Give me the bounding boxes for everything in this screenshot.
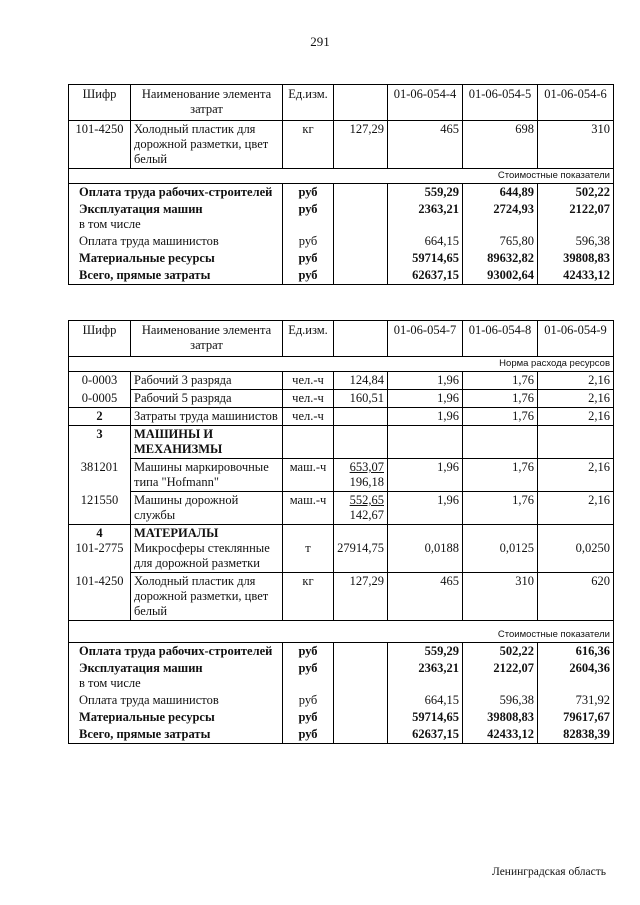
price-underlined: 653,07	[349, 460, 384, 474]
cost-empty	[334, 660, 388, 692]
header-price	[334, 321, 388, 357]
cost-value-2: 39808,83	[463, 709, 538, 726]
table-row	[69, 459, 614, 492]
row-value-3: 620	[538, 573, 614, 621]
cost-value-1: 664,15	[388, 233, 463, 250]
group-row	[69, 525, 614, 573]
row-unit: маш.-ч	[283, 492, 334, 525]
row-price: 127,29	[334, 121, 388, 169]
page-number: 291	[310, 34, 330, 49]
row-unit: чел.-ч	[283, 408, 334, 426]
cost-empty	[334, 643, 388, 661]
row-price: 124,84	[334, 372, 388, 390]
cost-value-1: 559,29	[388, 643, 463, 661]
row-code: 101-2775	[75, 541, 124, 555]
section-row	[69, 169, 614, 184]
cost-unit: руб	[283, 726, 334, 744]
header-code: Шифр	[69, 321, 131, 357]
cost-value-1: 2363,21	[388, 201, 463, 233]
cost-empty	[334, 726, 388, 744]
cost-unit: руб	[283, 709, 334, 726]
row-price: 160,51	[334, 390, 388, 408]
cost-name: Эксплуатация машин в том числе	[69, 660, 283, 692]
cost-row-total	[69, 726, 614, 744]
row-code: 101-4250	[69, 573, 131, 621]
cost-value-3: 596,38	[538, 233, 614, 250]
row-value-2: 1,76	[463, 390, 538, 408]
cost-value-3: 79617,67	[538, 709, 614, 726]
row-value-3: 2,16	[538, 372, 614, 390]
cost-name: Оплата труда машинистов	[69, 233, 283, 250]
row-name: Машины маркировочные типа "Hofmann"	[131, 459, 283, 492]
cost-value-3: 2604,36	[538, 660, 614, 692]
cost-value-1: 559,29	[388, 184, 463, 202]
table-row	[69, 492, 614, 525]
header-unit: Ед.изм.	[283, 85, 334, 121]
group-empty	[538, 426, 614, 459]
cost-name: Материальные ресурсы	[69, 709, 283, 726]
row-name: Затраты труда машинистов	[131, 408, 283, 426]
cost-value-1: 62637,15	[388, 267, 463, 285]
cost-empty	[334, 692, 388, 709]
row-value-1: 0,0188	[388, 525, 463, 573]
cost-value-3: 616,36	[538, 643, 614, 661]
row-value-3: 0,0250	[538, 525, 614, 573]
cost-unit: руб	[283, 233, 334, 250]
header-col-3: 01-06-054-9	[538, 321, 614, 357]
group-empty	[388, 426, 463, 459]
row-price	[334, 408, 388, 426]
row-price: 127,29	[334, 573, 388, 621]
row-code: 2	[69, 408, 131, 426]
cost-value-1: 664,15	[388, 692, 463, 709]
row-value-2: 0,0125	[463, 525, 538, 573]
header-price	[334, 85, 388, 121]
header-name: Наименование элемента затрат	[131, 321, 283, 357]
table-row	[69, 408, 614, 426]
row-code: 101-4250	[69, 121, 131, 169]
price-secondary: 142,67	[349, 508, 384, 522]
row-code: 381201	[69, 459, 131, 492]
header-col-2: 01-06-054-8	[463, 321, 538, 357]
cost-value-2: 2122,07	[463, 660, 538, 692]
section-row	[69, 357, 614, 372]
cost-value-2: 42433,12	[463, 726, 538, 744]
table-row	[69, 573, 614, 621]
including-label: в том числе	[79, 217, 141, 231]
cost-value-2: 89632,82	[463, 250, 538, 267]
row-value-2: 1,76	[463, 372, 538, 390]
row-value-1: 1,96	[388, 459, 463, 492]
cost-empty	[334, 709, 388, 726]
header-col-1: 01-06-054-4	[388, 85, 463, 121]
cost-unit: руб	[283, 660, 334, 692]
group-empty	[283, 426, 334, 459]
cost-value-2: 502,22	[463, 643, 538, 661]
row-unit: т	[283, 525, 334, 573]
cost-name: Всего, прямые затраты	[69, 267, 283, 285]
row-unit: чел.-ч	[283, 390, 334, 408]
cost-name: Материальные ресурсы	[69, 250, 283, 267]
row-value-2: 1,76	[463, 459, 538, 492]
row-value-3: 310	[538, 121, 614, 169]
cost-name: Эксплуатация машин в том числе	[69, 201, 283, 233]
cost-value-2: 2724,93	[463, 201, 538, 233]
group-code: 3	[69, 426, 131, 459]
cost-row-materials	[69, 709, 614, 726]
norm-label: Норма расхода ресурсов	[69, 357, 614, 372]
cost-value-2: 644,89	[463, 184, 538, 202]
cost-unit: руб	[283, 692, 334, 709]
row-price	[334, 492, 388, 525]
group-empty	[334, 426, 388, 459]
cost-unit: руб	[283, 250, 334, 267]
row-code: 0-0005	[69, 390, 131, 408]
cost-unit: руб	[283, 184, 334, 202]
group-row	[69, 426, 614, 459]
row-name: Рабочий 3 разряда	[131, 372, 283, 390]
cost-empty	[334, 201, 388, 233]
cost-name: Оплата труда машинистов	[69, 692, 283, 709]
row-value-2: 1,76	[463, 408, 538, 426]
row-value-3: 2,16	[538, 408, 614, 426]
group-empty	[463, 426, 538, 459]
row-name: Холодный пластик для дорожной разметки, цвет белый	[131, 121, 283, 169]
header-col-3: 01-06-054-6	[538, 85, 614, 121]
row-value-1: 1,96	[388, 408, 463, 426]
row-value-1: 1,96	[388, 390, 463, 408]
row-code: 0-0003	[69, 372, 131, 390]
cost-unit: руб	[283, 643, 334, 661]
row-unit: кг	[283, 573, 334, 621]
footer-region: Ленинградская область	[491, 866, 606, 878]
header-col-2: 01-06-054-5	[463, 85, 538, 121]
group-name: МАТЕРИАЛЫ Микросферы стеклянные для дорожной разметки	[131, 525, 283, 573]
cost-value-1: 59714,65	[388, 250, 463, 267]
cost-empty	[334, 267, 388, 285]
table-header-row	[69, 321, 614, 357]
row-value-1: 1,96	[388, 372, 463, 390]
cost-value-2: 93002,64	[463, 267, 538, 285]
table-row	[69, 390, 614, 408]
cost-row-operators	[69, 233, 614, 250]
row-unit: чел.-ч	[283, 372, 334, 390]
row-name: Машины дорожной службы	[131, 492, 283, 525]
table-header-row	[69, 85, 614, 121]
row-name: Холодный пластик для дорожной разметки, цвет белый	[131, 573, 283, 621]
cost-empty	[334, 184, 388, 202]
cost-value-1: 59714,65	[388, 709, 463, 726]
estimate-table-2	[68, 320, 614, 744]
header-code: Шифр	[69, 85, 131, 121]
row-unit: маш.-ч	[283, 459, 334, 492]
cost-value-1: 2363,21	[388, 660, 463, 692]
cost-name: Всего, прямые затраты	[69, 726, 283, 744]
row-value-1: 465	[388, 573, 463, 621]
row-value-1: 1,96	[388, 492, 463, 525]
cost-value-1: 62637,15	[388, 726, 463, 744]
cost-name: Оплата труда рабочих-строителей	[69, 643, 283, 661]
cost-unit: руб	[283, 267, 334, 285]
row-value-3: 2,16	[538, 459, 614, 492]
section-label: Стоимостные показатели	[69, 621, 614, 643]
section-row	[69, 621, 614, 643]
table-row	[69, 372, 614, 390]
row-value-1: 465	[388, 121, 463, 169]
section-label: Стоимостные показатели	[69, 169, 614, 184]
cost-row-labor	[69, 184, 614, 202]
header-col-1: 01-06-054-7	[388, 321, 463, 357]
cost-value-2: 765,80	[463, 233, 538, 250]
cost-empty	[334, 233, 388, 250]
row-value-3: 2,16	[538, 492, 614, 525]
row-value-2: 1,76	[463, 492, 538, 525]
price-underlined: 552,65	[349, 493, 384, 507]
table-row	[69, 121, 614, 169]
row-value-2: 310	[463, 573, 538, 621]
cost-empty	[334, 250, 388, 267]
cost-value-3: 2122,07	[538, 201, 614, 233]
estimate-table-1	[68, 84, 614, 285]
header-unit: Ед.изм.	[283, 321, 334, 357]
cost-value-3: 731,92	[538, 692, 614, 709]
group-code: 4 101-2775	[69, 525, 131, 573]
cost-unit: руб	[283, 201, 334, 233]
cost-row-materials	[69, 250, 614, 267]
row-price: 27914,75	[334, 525, 388, 573]
row-name: Микросферы стеклянные для дорожной разметки	[134, 541, 270, 570]
cost-row-machines	[69, 660, 614, 692]
cost-row-labor	[69, 643, 614, 661]
cost-value-3: 42433,12	[538, 267, 614, 285]
cost-value-3: 502,22	[538, 184, 614, 202]
cost-row-total	[69, 267, 614, 285]
cost-value-3: 39808,83	[538, 250, 614, 267]
header-name: Наименование элемента затрат	[131, 85, 283, 121]
row-name: Рабочий 5 разряда	[131, 390, 283, 408]
cost-row-machines	[69, 201, 614, 233]
row-code: 121550	[69, 492, 131, 525]
cost-value-2: 596,38	[463, 692, 538, 709]
cost-value-3: 82838,39	[538, 726, 614, 744]
price-secondary: 196,18	[349, 475, 384, 489]
group-name: МАШИНЫ И МЕХАНИЗМЫ	[131, 426, 283, 459]
row-price	[334, 459, 388, 492]
cost-name: Оплата труда рабочих-строителей	[69, 184, 283, 202]
row-unit: кг	[283, 121, 334, 169]
including-label: в том числе	[79, 676, 141, 690]
cost-row-operators	[69, 692, 614, 709]
row-value-2: 698	[463, 121, 538, 169]
row-value-3: 2,16	[538, 390, 614, 408]
